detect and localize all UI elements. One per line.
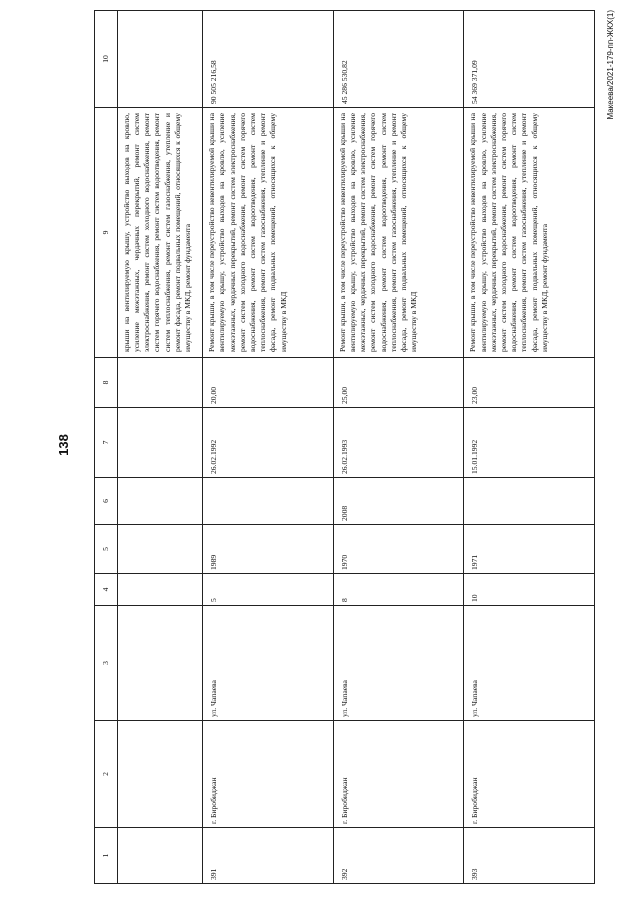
- row-number: 392: [333, 828, 464, 884]
- empty-cell: [117, 11, 202, 108]
- date-cell: 26.02.1992: [203, 408, 334, 478]
- column-number: 3: [95, 606, 118, 721]
- row-number: 393: [464, 828, 595, 884]
- row-number: 391: [203, 828, 334, 884]
- empty-cell: [117, 408, 202, 478]
- date-cell: 26.02.1993: [333, 408, 464, 478]
- works-cell: Ремонт крыши, в том числе переустройство невентилируемой крыши на вентилируемую крышу, устройство выходов на кровлю, усиление межэтажных, чердачных перекрытий, ремонт систем электроснабжения, ремонт систем холодного водоснабжения, ремонт систем горячего водоснабжения, ремонт систем водоотведения, ремонт систем теплоснабжения, ремонт систем газоснабжения, утепление и ремонт фасада, ремонт подвальных помещений, относящихся к общему имуществу в МКД, ремонт фундамента: [464, 108, 595, 358]
- wear-cell: 25,00: [333, 358, 464, 408]
- cost-cell: 90 505 216,58: [203, 11, 334, 108]
- city-cell: г. Биробиджан: [333, 721, 464, 828]
- year-repair-cell: [203, 478, 334, 525]
- empty-cell: [117, 574, 202, 606]
- empty-cell: [117, 525, 202, 574]
- cost-cell: 54 369 371,09: [464, 11, 595, 108]
- wear-cell: 23,00: [464, 358, 595, 408]
- continuation-row: [117, 11, 202, 884]
- year-repair-cell: 2008: [333, 478, 464, 525]
- street-cell: ул. Чапаева: [203, 606, 334, 721]
- street-cell: ул. Чапаева: [464, 606, 595, 721]
- city-cell: г. Биробиджан: [203, 721, 334, 828]
- column-number: 4: [95, 574, 118, 606]
- wear-cell: 20,00: [203, 358, 334, 408]
- year-built-cell: 1989: [203, 525, 334, 574]
- column-number: 8: [95, 358, 118, 408]
- column-number: 7: [95, 408, 118, 478]
- house-cell: 8: [333, 574, 464, 606]
- date-cell: 15.01.1992: [464, 408, 595, 478]
- page-number: 138: [56, 434, 71, 456]
- column-number: 5: [95, 525, 118, 574]
- column-number: 10: [95, 11, 118, 108]
- document-code: Макеева/2021-179-пп-ЖКХ(1): [606, 10, 615, 120]
- empty-cell: [117, 478, 202, 525]
- table-row: [333, 11, 464, 884]
- house-cell: 5: [203, 574, 334, 606]
- column-number: 1: [95, 828, 118, 884]
- table-row: [203, 11, 334, 884]
- cost-cell: 45 286 530,82: [333, 11, 464, 108]
- year-built-cell: 1971: [464, 525, 595, 574]
- table-row: [464, 11, 595, 884]
- city-cell: г. Биробиджан: [464, 721, 595, 828]
- empty-cell: [117, 828, 202, 884]
- column-number: 2: [95, 721, 118, 828]
- works-cell: крыши на вентилируемую крышу, устройство выходов на кровлю, усиление межэтажных, чердачных перекрытий, ремонт систем электроснабжения, ремонт систем холодного водоснабжения, ремонт систем горячего водоснабжения, ремонт систем водоотведения, ремонт систем теплоснабжения, ремонт систем газоснабжения, утепление и ремонт фасада, ремонт подвальных помещений, относящихся к общему имуществу в МКД, ремонт фундамента: [117, 108, 202, 358]
- street-cell: ул. Чапаева: [333, 606, 464, 721]
- column-number-row: [95, 11, 118, 884]
- empty-cell: [117, 606, 202, 721]
- column-number: 6: [95, 478, 118, 525]
- works-cell: Ремонт крыши, в том числе переустройство невентилируемой крыши на вентилируемую крышу, устройство выходов на кровлю, усиление межэтажных, чердачных перекрытий, ремонт систем электроснабжения, ремонт систем холодного водоснабжения, ремонт систем горячего водоснабжения, ремонт систем водоотведения, ремонт систем теплоснабжения, ремонт систем газоснабжения, утепление и ремонт фасада, ремонт подвальных помещений, относящихся к общему имуществу в МКД: [203, 108, 334, 358]
- empty-cell: [117, 721, 202, 828]
- house-cell: 10: [464, 574, 595, 606]
- works-cell: Ремонт крыши, в том числе переустройство невентилируемой крыши на вентилируемую крышу, устройство выходов на кровлю, усиление межэтажных, чердачных перекрытий, ремонт систем электроснабжения, ремонт систем холодного водоснабжения, ремонт систем горячего водоснабжения, ремонт систем водоотведения, ремонт систем теплоснабжения, ремонт систем газоснабжения, утепление и ремонт фасада, ремонт подвальных помещений, относящихся к общему имуществу в МКД: [333, 108, 464, 358]
- year-built-cell: 1970: [333, 525, 464, 574]
- repair-register-table: [94, 10, 595, 884]
- year-repair-cell: [464, 478, 595, 525]
- empty-cell: [117, 358, 202, 408]
- column-number: 9: [95, 108, 118, 358]
